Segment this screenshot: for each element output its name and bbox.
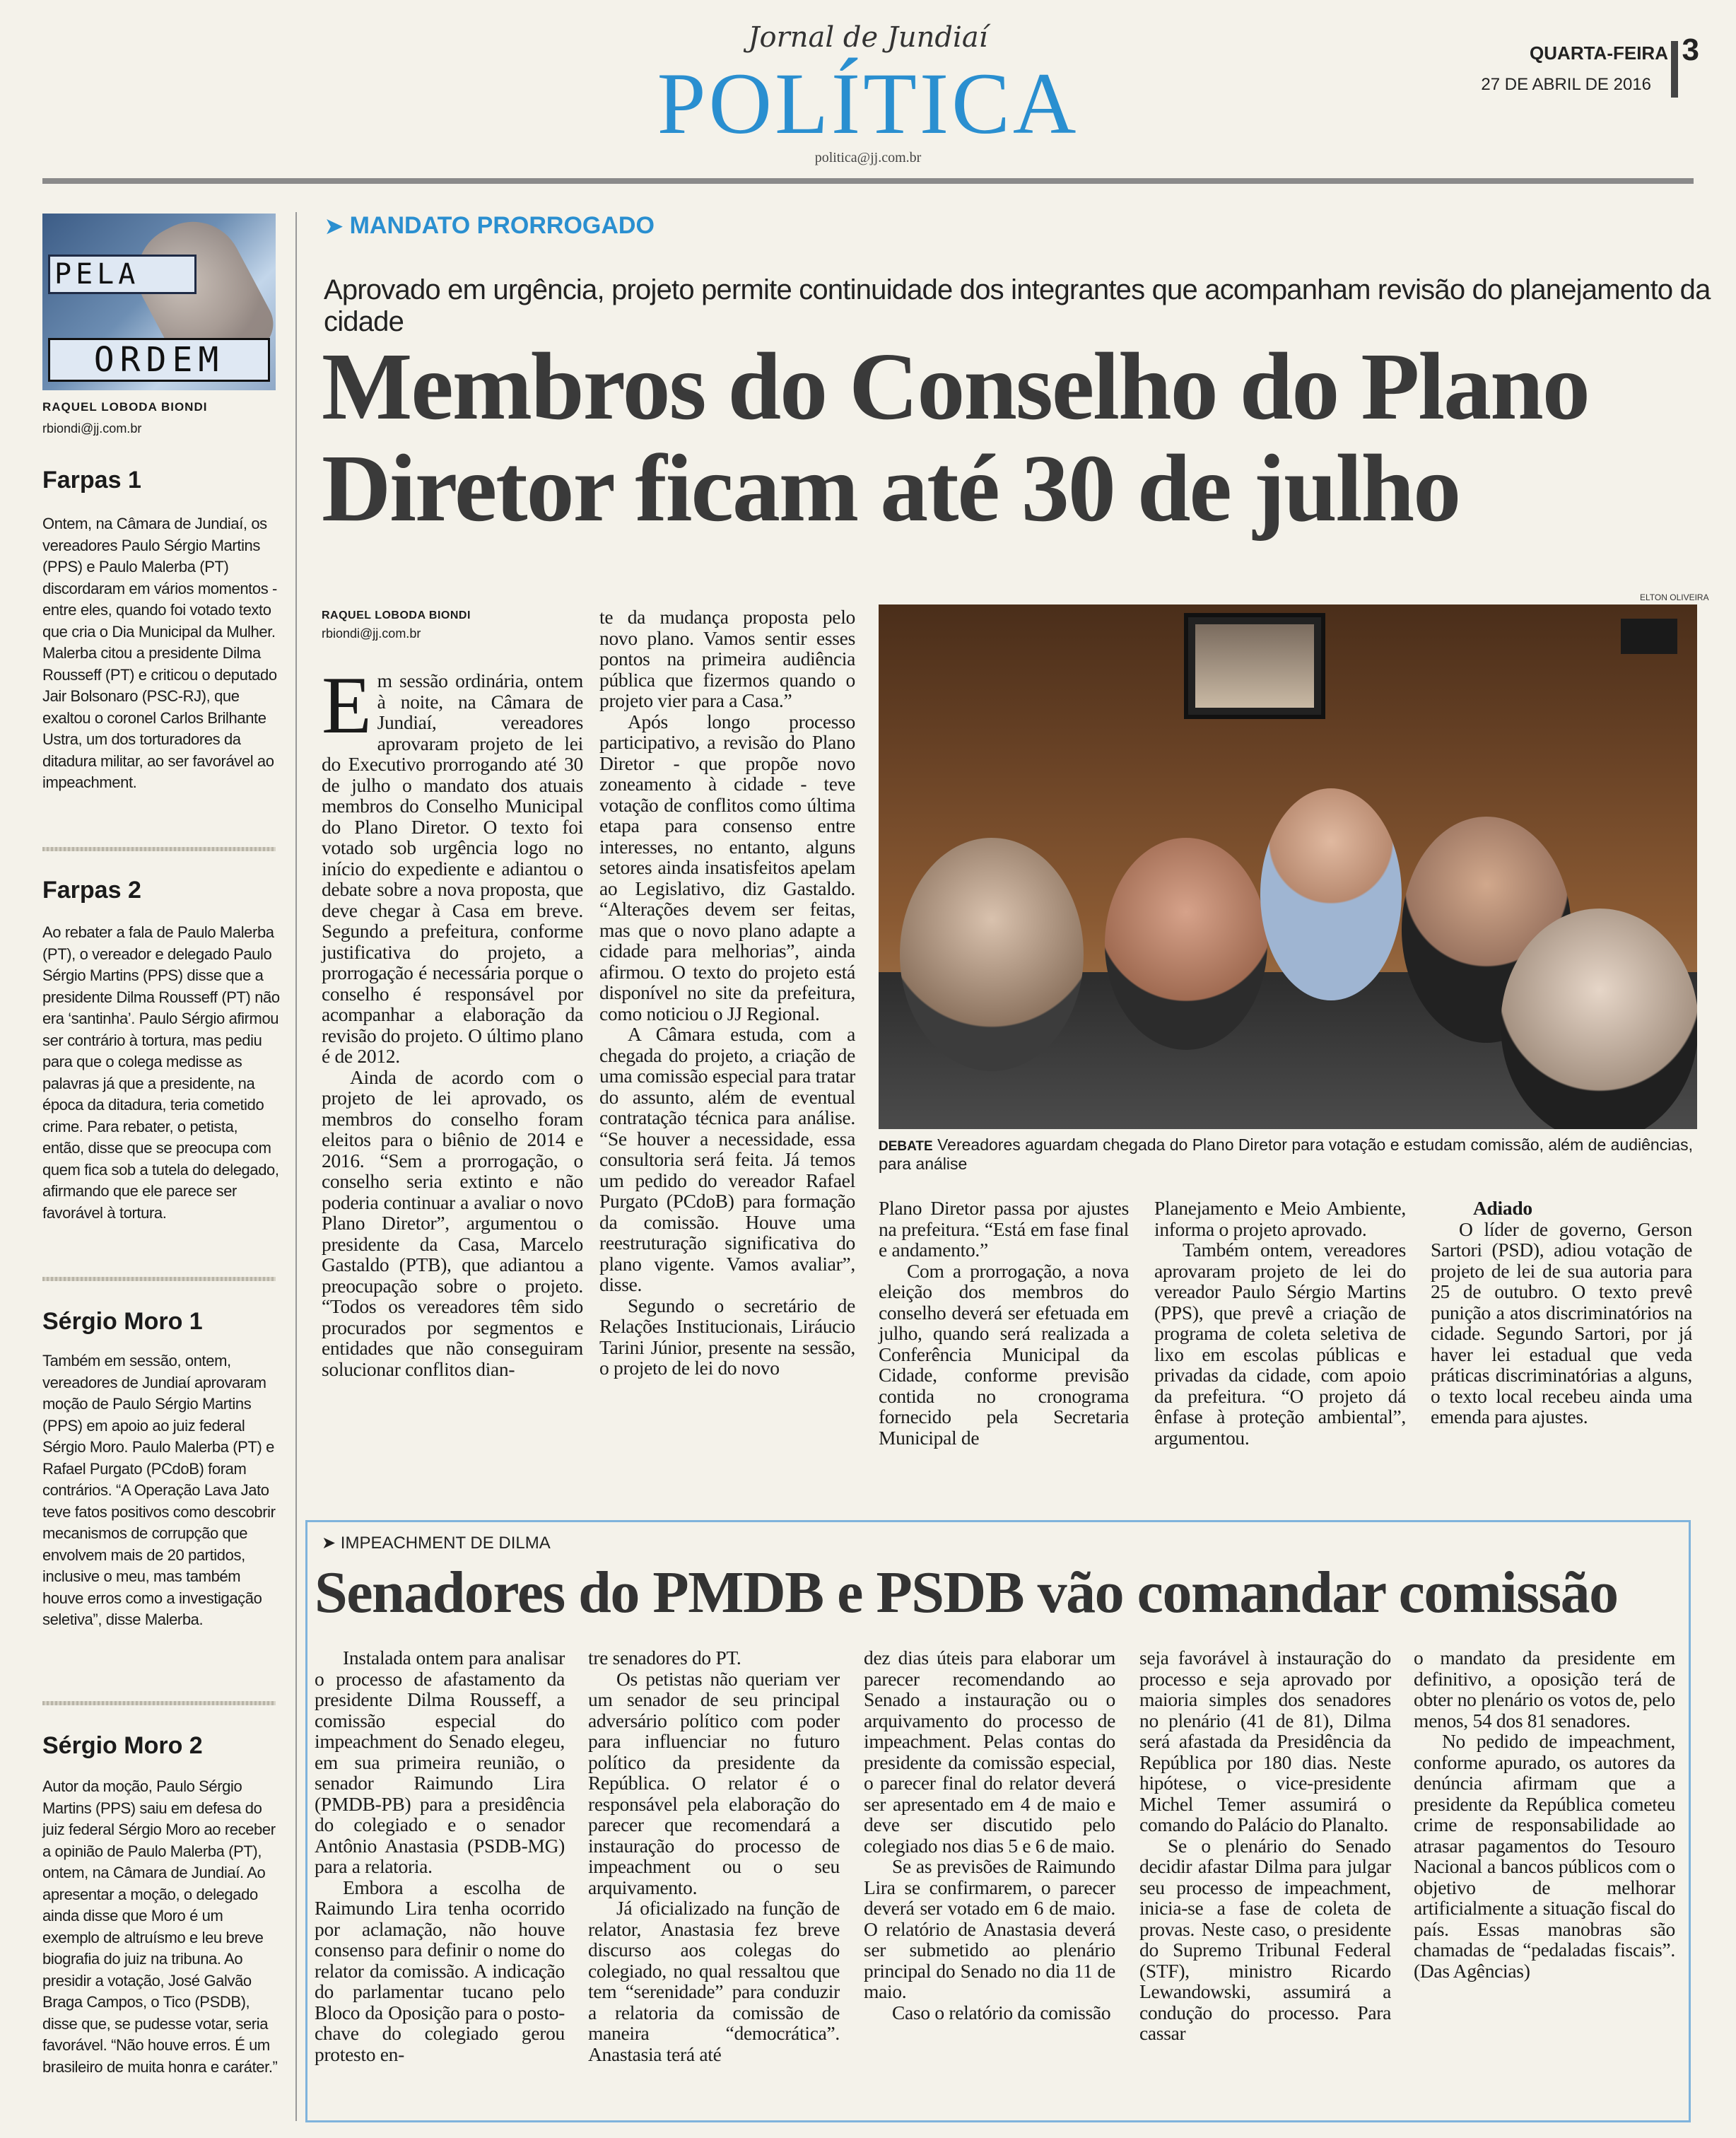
column-divider-line [42,1701,276,1705]
wall-clock [1621,619,1677,654]
story-column-2 [599,607,855,1379]
caption-label: DEBATE [879,1139,933,1154]
story-kicker [322,1533,551,1553]
page-bar [1671,41,1678,98]
photo-caption [879,1135,1699,1174]
arrow-right-icon: ➤ [322,1534,336,1553]
issue-date: 27 DE ABRIL DE 2016 [1481,75,1651,94]
story-subhead: Aprovado em urgência, projeto permite continuidade dos integrantes que acompanham revisão do planejamento da cidade [324,274,1711,337]
story-column-1 [322,660,583,1380]
paragraph: Com a prorrogação, a nova eleição dos membros do conselho deverá ser efetuada em julho, quando será realizada a Conferência Municipal da Cidade, conforme previsão contida no cronograma fornecido pela Secretaria Municipal de [879,1259,1129,1449]
paragraph: Após longo processo participativo, a revisão do Plano Diretor - que propõe novo zoneamento à cidade - teve votação de conflitos como última etapa para consenso entre interesses, no entanto, alguns setores ainda insatisfeitos apelam ao Legislativo, diz Gastaldo. “Alterações devem ser feitas, mas que o novo plano adapte a cidade para melhorias”, ainda afirmou. O texto do projeto está disponível no site da prefeitura, como noticiou o JJ Regional. [599,710,855,1024]
paragraph: Caso o relatório da comissão [892,2001,1111,2023]
story-email: rbiondi@jj.com.br [322,626,421,641]
weekday: QUARTA-FEIRA [1530,42,1668,64]
paragraph: No pedido de impeachment, conforme apurado, os autores da denúncia afirmam que a presidente da República cometeu crime de responsabilidade ao atrasar pagamentos do Tesouro Nacional a bancos públicos com o objetivo de melhorar artificialmente a situação fiscal do país. Essas manobras são chamadas de “pedaladas fiscais”. (Das Agências) [1414,1730,1675,1982]
section-email: politica@jj.com.br [814,150,922,165]
header-rule [42,178,1694,184]
caption-text: Vereadores aguardam chegada do Plano Diretor para votação e estudam comissão, além de audiências, para análise [879,1135,1693,1173]
story-headline [322,334,1693,542]
paragraph: Plano Diretor passa por ajustes na prefeitura. “Está em fase final e andamento.” [879,1197,1129,1261]
story-kicker-text: IMPEACHMENT DE DILMA [340,1534,551,1553]
paragraph: Também ontem, vereadores aprovaram projeto de lei do vereador Paulo Sérgio Martins (PPS), que prevê a criação de programa de coleta seletiva de lixo em escolas públicas e privadas da cidade, com apoio da prefeitura. “O projeto dá ênfase à proteção ambiental”, argumentou. [1154,1239,1406,1449]
story-column-3 [864,1647,1115,2023]
paragraph: Segundo o secretário de Relações Institucionais, Liráucio Tarini Júnior, presente na sessão, o projeto de lei do novo [599,1294,855,1379]
column-item-title: Farpas 2 [42,877,141,904]
photo-credit: ELTON OLIVEIRA [1640,592,1709,602]
paragraph: O líder de governo, Gerson Sartori (PSD), adiou votação de projeto de lei de sua autoria para 25 de outubro. O texto prevê punição a atos discriminatórios na cidade. Segundo Sartori, por já haver lei estadual que veda práticas discriminatórias a alguns, o texto local recebeu ainda uma emenda para ajustes. [1431,1217,1692,1427]
person [1260,788,1402,1000]
logo-word-bottom: ORDEM [48,338,270,382]
story-column-5 [1431,1198,1692,1427]
logo-word-top: PELA [48,255,197,294]
story-column-3 [879,1198,1129,1448]
section-title: POLÍTICA [657,55,1079,152]
column-email: rbiondi@jj.com.br [42,421,142,436]
person [1105,838,1267,1050]
council-session-photo [879,604,1697,1129]
column-author: RAQUEL LOBODA BIONDI [42,400,208,414]
story-kicker-text: MANDATO PRORROGADO [349,212,655,239]
paragraph: Os petistas não queriam ver um senador de seu principal adversário político com poder para influenciar no futuro político da presidente da República. O relator é o responsável pela elaboração do parecer que recomendará a instauração do processo de impeachment ou o seu arquivamento. [588,1667,840,1898]
column-item-text: Ontem, na Câmara de Jundiaí, os vereadores Paulo Sérgio Martins (PPS) e Paulo Malerba (PT) discordaram em vários momentos - entre eles, quando foi votado texto que cria o Dia Municipal da Mulher. Malerba citou a presidente Dilma Rousseff (PT) e criticou o deputado Jair Bolsonaro (PSC-RJ), que exaltou o coronel Carlos Brilhante Ustra, um dos torturadores da ditadura militar, ao ser favorável ao impeachment. [42,515,277,791]
story-byline: RAQUEL LOBODA BIONDI [322,609,471,621]
story-headline: Senadores do PMDB e PSDB vão comandar comissão [315,1560,1618,1625]
story-column-5 [1414,1647,1675,1981]
person [900,838,1084,1071]
pela-ordem-logo [42,214,276,390]
story-column-4 [1139,1647,1391,2044]
column-item-text: Ao rebater a fala de Paulo Malerba (PT), o vereador e delegado Paulo Sérgio Martins (PPS) disse que a presidente Dilma Rousseff (PT) não era ‘santinha’. Paulo Sérgio afirmou ser contrário à tortura, mas pediu para que o colega medisse as palavras já que a presidente, na época da ditadura, teria cometido crime. Para rebater, o petista, então, disse que se preocupa com quem fica sob a tutela do delegado, afirmando que ele parece ser favorável à tortura. [42,923,280,1222]
paragraph: seja favorável à instauração do processo e seja aprovado por maioria simples dos senadores no plenário (41 de 81), Dilma será afastada da Presidência da República por 180 dias. Neste hipótese, o vice-presidente Michel Temer assumirá o comando do Palácio do Planalto. [1139,1647,1391,1835]
column-divider-line [42,847,276,851]
headline-line: Diretor ficam até 30 de julho [322,436,1460,542]
paragraph: Se as previsões de Raimundo Lira se confirmarem, o parecer deverá ser votado em 6 de maio. O relatório de Anastasia deverá ser submetido ao plenário principal do Senado no dia 11 de maio. [864,1855,1115,2002]
subsection-title: Adiado [1473,1197,1532,1219]
column-item-title: Farpas 1 [42,467,141,493]
column-item-title: Sérgio Moro 1 [42,1308,203,1335]
paragraph: o mandato da presidente em definitivo, a oposição terá de obter no plenário os votos de, pelo menos, 54 dos 81 senadores. [1414,1647,1675,1731]
paragraph: Ainda de acordo com o projeto de lei aprovado, os membros do conselho foram eleitos para o biênio de 2014 e 2016. “Sem a prorrogação, o conselho seria extinto e não poderia continuar a avaliar o novo Plano Diretor”, argumentou o presidente da Casa, Marcelo Gastaldo (PTB), que adiantou a preocupação sobre o projeto. “Todos os vereadores têm sido procurados por segmentos e entidades que não conseguiram solucionar conflitos dian- [322,1065,583,1380]
paragraph: tre senadores do PT. [588,1647,741,1669]
paragraph: Embora a escolha de Raimundo Lira tenha ocorrido por aclamação, não houve consenso para definir o nome do relator da comissão. A indicação do parlamentar tucano pelo Bloco da Oposição para o posto-chave do colegiado gerou protesto en- [315,1876,565,2065]
paragraph: Se o plenário do Senado decidir afastar Dilma para julgar seu processo de impeachment, inicia-se a fase de coleta de provas. Neste caso, o presidente do Supremo Tribunal Federal (STF), ministro Ricardo Lewandowski, assumirá a condução do processo. Para cassar [1139,1834,1391,2044]
tv-image [1195,624,1314,708]
paragraph: Instalada ontem para analisar o processo de afastamento da presidente Dilma Rousseff, a comissão especial do impeachment do Senado elegeu, em sua primeira reunião, o senador Raimundo Lira (PMDB-PB) para a presidência do colegiado e o senador Antônio Anastasia (PSDB-MG) para a relatoria. [315,1647,565,1877]
headline-line: Membros do Conselho do Plano [322,334,1589,440]
arrow-right-icon: ➤ [325,215,344,238]
story-column-1 [315,1647,565,2064]
tv-screen [1184,613,1325,719]
story-column-4 [1154,1198,1406,1448]
newspaper-name: Jornal de Jundiaí [748,21,988,54]
paragraph: te da mudança proposta pelo novo plano. Vamos sentir esses pontos na primeira audiência pública que fizermos quando o projeto vier para a Casa.” [599,606,855,711]
paragraph: m sessão ordinária, ontem à noite, na Câmara de Jundiaí, vereadores aprovaram projeto de lei do Executivo prorrogando até 30 de julho o mandato dos atuais membros do Conselho Municipal do Plano Diretor. O texto foi votado sob urgência logo no início do expediente e adiantou o debate sobre a nova proposta, que deve chegar à Casa em breve. Segundo a prefeitura, conforme justificativa do projeto, a prorrogação é necessária porque o conselho é responsável por acompanhar a elaboração da revisão do projeto. O último plano é de 2012. [322,670,583,1067]
paragraph: dez dias úteis para elaborar um parecer recomendando ao Senado a instauração ou o arquivamento do processo de impeachment. Pelas contas do presidente da comissão especial, o parecer final do relator deverá ser apresentado em 4 de maio e deve ser discutido pelo colegiado nos dias 5 e 6 de maio. [864,1647,1115,1857]
dropcap: E [322,660,372,751]
story-column-2 [588,1647,840,2064]
column-divider [295,212,297,2121]
column-item-text: Também em sessão, ontem, vereadores de Jundiaí aprovaram moção de Paulo Sérgio Martins (PPS) em apoio ao juiz federal Sérgio Moro. Paulo Malerba (PT) e Rafael Purgato (PCdoB) foram contrários. “A Operação Lava Jato teve fatos positivos como descobrir mecanismos de corrupção que envolvem mais de 20 partidos, inclusive o meu, mas também houve erros como a investigação seletiva”, disse Malerba. [42,1352,276,1628]
story-kicker [325,212,655,240]
paragraph: Planejamento e Meio Ambiente, informa o projeto aprovado. [1154,1197,1406,1240]
column-divider-line [42,1277,276,1281]
paragraph: A Câmara estuda, com a chegada do projeto, a criação de uma comissão especial para tratar do assunto, além de eventual contratação técnica para análise. “Se houver a necessidade, essa consultoria será feita. Já temos um pedido do vereador Rafael Purgato (PCdoB) para formação da comissão. Houve uma reestruturação significativa do plano vigente. Vamos avaliar”, disse. [599,1023,855,1295]
paragraph: Já oficializado na função de relator, Anastasia fez breve discurso aos colegas do colegiado, no qual ressaltou que tem “serenidade” para conduzir a relatoria da comissão de maneira “democrática”. Anastasia terá até [588,1897,840,2065]
column-item-text: Autor da moção, Paulo Sérgio Martins (PPS) saiu em defesa do juiz federal Sérgio Moro ao receber a opinião de Paulo Malerba (PT), ontem, na Câmara de Jundiaí. Ao apresentar a moção, o delegado ainda disse que Moro é um exemplo de altruísmo e leu breve biografia do juiz na tribuna. Ao presidir a votação, José Galvão Braga Campos, o Tico (PSDB), disse que, se pudesse votar, seria favorável. “Não houve erros. É um brasileiro de muita honra e caráter.” [42,1777,278,2076]
person [1501,909,1697,1129]
column-item-title: Sérgio Moro 2 [42,1732,203,1759]
page-number: 3 [1682,33,1699,67]
